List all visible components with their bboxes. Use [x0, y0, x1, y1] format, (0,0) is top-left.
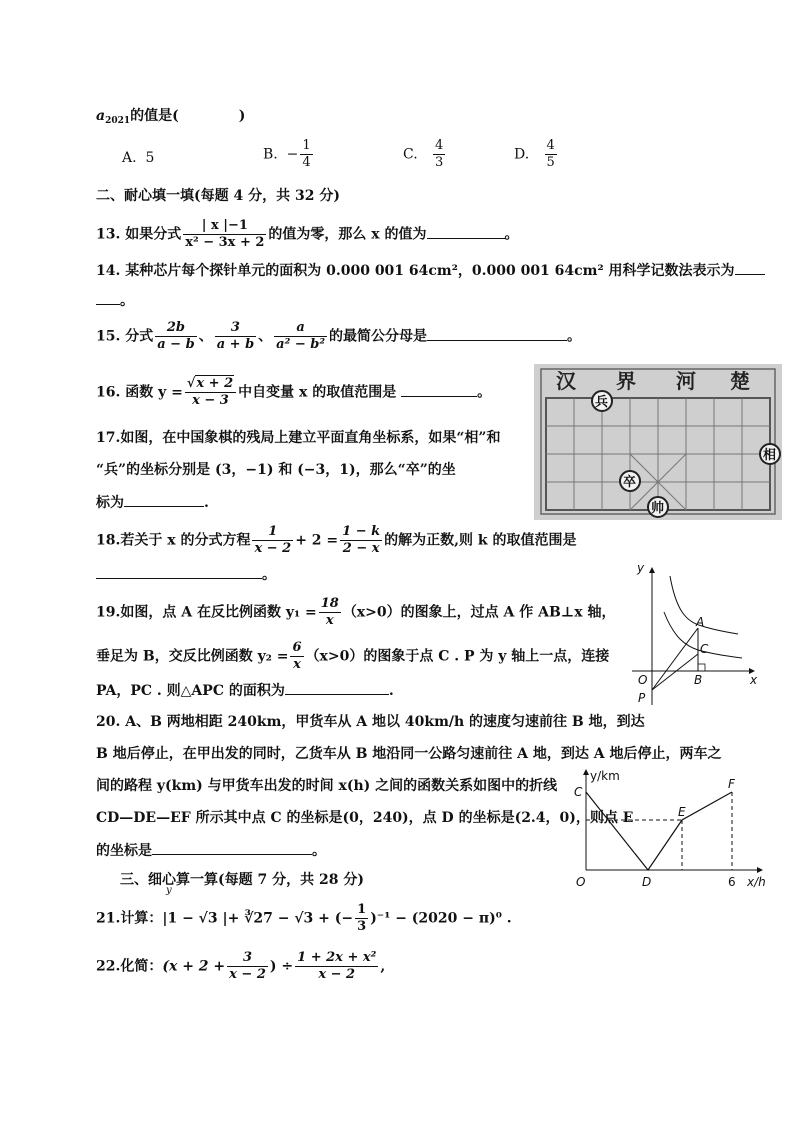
q17-end: . — [204, 495, 209, 511]
stray-y-mark: y — [166, 885, 172, 896]
answer-blank-cont[interactable] — [96, 290, 120, 305]
q14-text: 14. 某种芯片每个探针单元的面积为 0.000 001 64cm²，0.000 001 64cm² 用科学记数法表示为 — [96, 263, 735, 279]
label-6: 6 — [728, 875, 736, 889]
q19-line2 — [96, 640, 609, 673]
q19-line2-pre: 垂足为 B，交反比例函数 y₂ = — [96, 648, 289, 665]
frac-num: 6 — [292, 640, 302, 655]
q15-fraction-2 — [215, 320, 256, 353]
q21-pre: 21.计算： — [96, 910, 163, 927]
frac-den: x − 2 — [254, 541, 292, 556]
q19-line3 — [96, 680, 394, 701]
section-3-title: 三、细心算一算(每题 7 分，共 28 分) — [120, 872, 364, 888]
answer-blank[interactable] — [427, 224, 505, 239]
q19-text: PA，PC . 则△APC 的面积为 — [96, 683, 285, 699]
q12-option-b — [263, 138, 315, 171]
frac-den: a − b — [157, 337, 195, 352]
label-e: E — [678, 805, 686, 819]
frac-den: a + b — [216, 337, 255, 352]
q19-fraction-2 — [290, 640, 303, 673]
frac-den: x − 2 — [229, 967, 266, 982]
frac-den: 2 − x — [340, 540, 382, 557]
q15-sep: 、 — [258, 328, 273, 345]
q16-end: 。 — [477, 384, 492, 401]
frac-den: 4 — [302, 155, 311, 170]
label-x-h: x/h — [747, 875, 766, 889]
q20-end: 。 — [312, 843, 326, 859]
frac-den: x — [290, 656, 303, 673]
q18-pre: 18.若关于 x 的分式方程 — [96, 532, 251, 549]
q12-option-a — [122, 148, 154, 168]
q18-post: 的解为正数,则 k 的取值范围是 — [384, 532, 577, 549]
river-char-3: 河 — [676, 369, 696, 393]
frac-num: 4 — [546, 138, 555, 153]
q16-post: 中自变量 x 的取值范围是 — [238, 384, 397, 401]
answer-blank[interactable] — [152, 840, 312, 855]
piece-xiang — [760, 444, 780, 464]
answer-blank[interactable] — [285, 680, 389, 695]
q20-line2: B 地后停止，在甲出发的同时，乙货车从 B 地沿同一公路匀速前往 A 地，到达 A 地后停止，两车之 — [96, 746, 722, 762]
label-c: C — [700, 642, 709, 656]
frac-num: 1 — [357, 902, 367, 917]
q13-fraction — [183, 218, 266, 251]
q21-terms: + ∛27 − √3 + (− — [227, 910, 354, 927]
q15-post: 的最简公分母是 — [329, 328, 428, 345]
q18-fraction-1 — [252, 524, 293, 557]
frac-num: 3 — [243, 950, 253, 965]
q22 — [96, 950, 385, 983]
answer-blank[interactable] — [735, 260, 765, 275]
q12-sub: 2021 — [105, 116, 131, 126]
frac-den: x² − 3x + 2 — [185, 235, 265, 250]
frac-num: a — [296, 320, 305, 335]
q21-abs: |1 − √3 | — [162, 910, 228, 927]
q19-line1 — [96, 596, 615, 629]
label-b: B — [694, 673, 703, 687]
option-value: 5 — [145, 150, 155, 166]
frac-num: 1 − k — [342, 524, 381, 539]
q16-fraction — [185, 376, 236, 409]
frac-num: 4 — [435, 138, 444, 153]
q12-option-d — [514, 138, 559, 171]
sqrt-radicand: x + 2 — [196, 376, 234, 391]
q20-line4: CD—DE—EF 所示其中点 C 的坐标是(0，240)，点 D 的坐标是(2.4，0)，则点 E — [96, 810, 634, 826]
q12-stem — [96, 106, 245, 131]
option-letter: D. — [514, 146, 530, 163]
distance-time-figure — [572, 766, 772, 892]
piece-shuai — [648, 497, 668, 517]
label-o: O — [576, 875, 586, 889]
frac-num: 1 — [302, 138, 311, 153]
option-fraction — [545, 138, 557, 171]
label-y-km: y/km — [590, 769, 620, 783]
frac-den: x − 3 — [185, 392, 236, 409]
q12-option-c — [403, 138, 447, 171]
label-f: F — [728, 777, 735, 791]
option-letter: C. — [403, 146, 418, 163]
piece-zu-label: 卒 — [623, 475, 637, 490]
q22-pre: 22.化简： — [96, 958, 163, 975]
chess-board-figure — [534, 364, 782, 520]
frac-den: 3 — [357, 919, 367, 934]
river-char-4: 楚 — [730, 369, 750, 393]
q21-terms-end: )⁻¹ − (2020 − π)⁰ . — [370, 910, 512, 927]
q20-text: 的坐标是 — [96, 843, 152, 859]
q19-end: . — [388, 683, 394, 699]
frac-den: x — [319, 612, 341, 629]
river-char-1: 汉 — [556, 369, 576, 393]
q19-line2-post: （x>0）的图象于点 C . P 为 y 轴上一点，连接 — [305, 648, 610, 665]
q22-fraction-2 — [295, 950, 378, 983]
q18-line1 — [96, 524, 576, 557]
label-c: C — [574, 785, 583, 799]
q18-end: 。 — [262, 567, 276, 583]
label-a: A — [696, 615, 705, 629]
inverse-function-figure — [626, 560, 762, 708]
q13-pre: 13. 如果分式 — [96, 226, 182, 243]
piece-bing — [592, 391, 612, 411]
label-y: y — [637, 561, 645, 575]
piece-shuai-label: 帅 — [651, 501, 665, 516]
q17-line3 — [96, 492, 209, 513]
answer-blank[interactable] — [96, 564, 262, 579]
frac-den: 3 — [435, 155, 444, 170]
q22-part1: (x + 2 + — [162, 958, 226, 975]
q20-line5 — [96, 840, 326, 861]
frac-den: a² − b² — [276, 337, 326, 352]
section-2-title: 二、耐心填一填(每题 4 分，共 32 分) — [96, 188, 340, 204]
q14-end: 。 — [120, 293, 134, 309]
q16-pre: 16. 函数 y = — [96, 384, 183, 401]
right-angle-mark — [698, 664, 705, 671]
q13-end: 。 — [504, 226, 519, 243]
piece-zu — [620, 471, 640, 491]
q20-line1: 20. A、B 两地相距 240km，甲货车从 A 地以 40km/h 的速度匀速前往 B 地，到达 — [96, 714, 645, 730]
frac-num: 18 — [320, 596, 339, 611]
q15-fraction-3 — [274, 320, 327, 353]
q21-fraction — [355, 902, 368, 935]
q15-pre: 15. 分式 — [96, 328, 154, 345]
answer-blank[interactable] — [427, 326, 567, 341]
q19-fraction-1 — [319, 596, 341, 629]
option-letter: A. — [122, 150, 137, 166]
option-letter: B. — [263, 146, 278, 163]
q20-line3: 间的路程 y(km) 与甲货车出发的时间 x(h) 之间的函数关系如图中的折线 — [96, 778, 558, 794]
frac-num: 1 + 2x + x² — [297, 950, 377, 965]
option-sign: − — [286, 146, 299, 163]
frac-den: 5 — [546, 155, 555, 170]
q13-post: 的值为零，那么 x 的值为 — [268, 226, 427, 243]
frac-num: 1 — [268, 524, 278, 539]
label-d: D — [642, 875, 652, 889]
q21 — [96, 902, 512, 935]
q15-sep: 、 — [198, 328, 213, 345]
q13 — [96, 218, 519, 251]
q15-end: 。 — [567, 328, 582, 345]
frac-num: | x |−1 — [201, 218, 248, 233]
frac-den: x − 2 — [295, 966, 378, 983]
q15-fraction-1 — [155, 320, 196, 353]
option-fraction — [300, 138, 312, 171]
q17-line1: 17.如图，在中国象棋的残局上建立平面直角坐标系，如果“相”和 — [96, 430, 501, 446]
q17-text: 标为 — [96, 495, 124, 511]
piece-xiang-label: 相 — [763, 448, 777, 463]
q22-fraction-1 — [227, 950, 268, 983]
q22-end: , — [380, 958, 386, 975]
q19-pre: 19.如图，点 A 在反比例函数 y₁ = — [96, 604, 317, 621]
frac-num: 2b — [166, 320, 186, 335]
q17-line2: “兵”的坐标分别是 (3，−1) 和 (−3，1)，那么“卒”的坐 — [96, 462, 456, 478]
frac-num: 3 — [230, 320, 240, 335]
q12-stem-close: ) — [238, 108, 246, 124]
q18-line2 — [96, 564, 276, 585]
answer-blank[interactable] — [124, 492, 204, 507]
q18-mid: + 2 = — [295, 532, 339, 549]
label-x: x — [750, 673, 758, 687]
q14-line2 — [96, 290, 134, 311]
q12-var: a — [96, 108, 106, 124]
q14-line1 — [96, 260, 765, 281]
q18-fraction-2 — [340, 524, 382, 557]
polyline-cdef — [586, 792, 732, 870]
q22-part2: ) ÷ — [269, 958, 294, 975]
answer-blank[interactable] — [401, 382, 477, 397]
q12-stem-text: 的值是( — [130, 108, 179, 124]
label-o: O — [638, 673, 648, 687]
q15 — [96, 320, 581, 353]
q19-post1: （x>0）的图象上，过点 A 作 AB⊥x 轴， — [342, 604, 616, 621]
piece-bing-label: 兵 — [595, 395, 609, 410]
option-fraction — [433, 138, 445, 171]
label-p: P — [638, 691, 646, 705]
q16 — [96, 376, 491, 409]
river-char-2: 界 — [616, 369, 636, 393]
frac-num: √x + 2 — [186, 376, 234, 391]
